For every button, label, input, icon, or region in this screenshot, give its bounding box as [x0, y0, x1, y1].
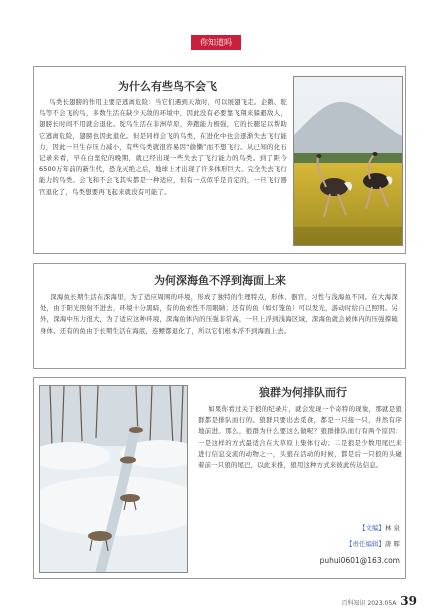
article-wolves-body: 如果你看过关于狼的纪录片，就会发现一个奇特的现象，那就是狼群都是排队而行的。狼群只要出去觅食，都是一只接一只，井然有序地前进。那么，狼群为什么要这么做呢？狼群排队而行有两个原因：一是这样的方式最适合在大草原上集体行动；二是狼是少数用尾巴来进行信息交流的动物之一，头狼在活动的时候，都是后一只狼的头碰着前一只狼的尾巴，以此来推，狼用这种方式来彼此传达信息。 — [198, 405, 402, 470]
article-wolves-title: 狼群为何排队而行 — [259, 386, 347, 399]
credit-resp-name: 唐 晖 — [384, 540, 400, 548]
wolves-photo — [39, 385, 188, 573]
section-tag: 你知道吗 — [191, 35, 241, 50]
article-deepsea-title: 为何深海鱼不浮到海面上来 — [154, 274, 286, 287]
page-number: 39 — [400, 594, 417, 608]
credit-editor — [250, 523, 400, 532]
credit-editor-role: 【文编】 — [358, 524, 385, 532]
wolves-snow-illustration — [40, 386, 188, 573]
journal-name: 百科知识 2023.05A — [341, 600, 397, 607]
article-deepsea-body: 深海鱼长期生活在深海里，为了适应周围的环境，形成了独特的生理特点，形体、器官、习性与浅海鱼不同。在大海深处，由于阳光照射不进去，环境十分黑暗，有的鱼索性不用眼睛；还有的鱼（如灯笼鱼）可以发光，游动时给自己照明。另外，深海中压力很大，为了适应这种环境，深海鱼体内的压强非常高，一旦上浮到浅海区域，深海鱼就会被体内的压强撑破身体。还有的鱼由于长期生活在海底，连鳔都退化了，所以它们根本浮不到海面上去。 — [40, 293, 398, 335]
credit-email[interactable]: puhui0601@163.com — [319, 556, 400, 565]
credit-resp-role: 【责任编辑】 — [345, 540, 385, 548]
page-footer — [285, 594, 417, 608]
article-ostrich-body: 鸟类长翅膀的作用主要是逃离危险：当它们遇到天敌时，可以展翅飞走。企鹅、鸵鸟等不会飞的鸟，多数生活在缺少天敌的环境中，因此没有必要靠飞翔来躲避敌人，翅膀长时间不用就会退化。鸵鸟生活在非洲草原，奔跑能力极强，它的长腿足以帮助它逃离危险，翅膀也因此退化。但是同样会飞的鸟类，在进化中也会逐渐失去飞行能力，因此一旦生存压力减小，有些鸟类就很容易因“偷懒”而不想飞行。从已知的化石记录来看，早在白垩纪的晚期，就已经出现一些失去了飞行能力的鸟类。到了距今6500万年前的新生代，恐龙灭绝之后，地球上才出现了许多体形巨大、完全失去飞行能力的鸟类。会飞和不会飞其实都是一种适应，但有一点似乎是肯定的，一旦飞行器官退化了，鸟类想要再飞起来就没有可能了。 — [39, 98, 287, 196]
ostrich-illustration — [294, 77, 403, 246]
ostrich-photo — [293, 76, 403, 246]
credit-responsible-editor — [250, 539, 400, 548]
article-ostrich-title: 为什么有些鸟不会飞 — [118, 80, 217, 93]
credit-editor-name: 林 泉 — [384, 524, 400, 532]
